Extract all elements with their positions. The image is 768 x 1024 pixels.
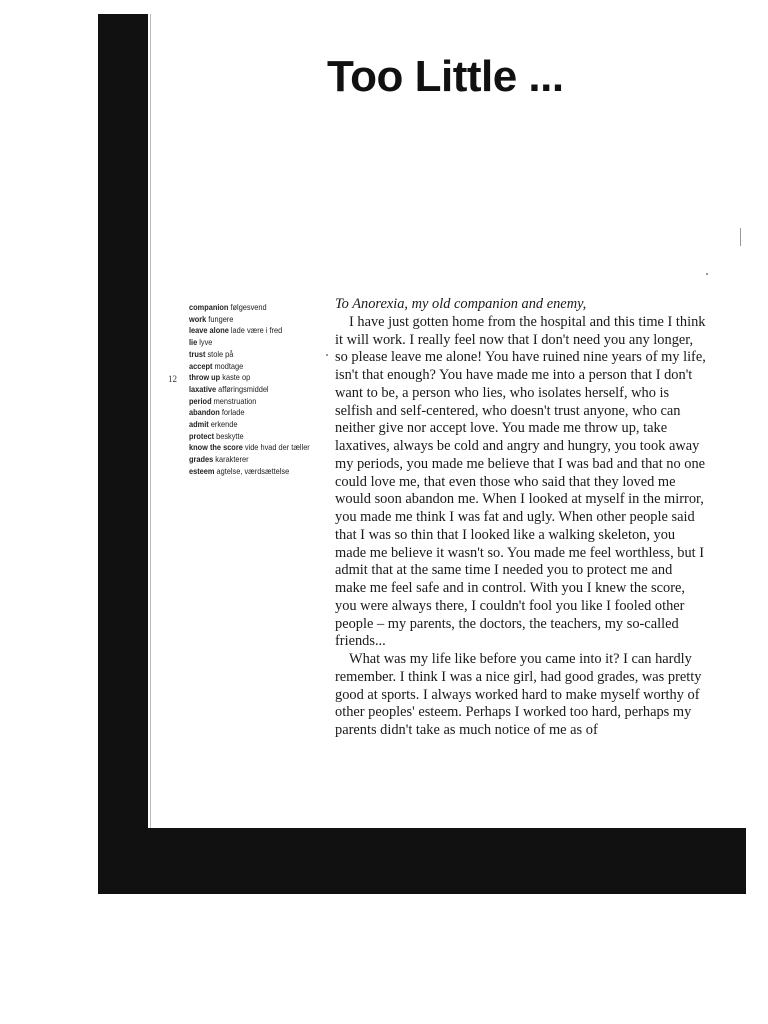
glossary-term: leave alone <box>189 325 229 336</box>
glossary-translation: vide hvad der tæller <box>244 442 310 453</box>
glossary-term: trust <box>189 348 206 359</box>
letter-salutation: To Anorexia, my old companion and enemy, <box>335 296 587 312</box>
glossary-term: accept <box>189 360 213 371</box>
page-number: 12 <box>168 374 177 384</box>
glossary-translation: agtelse, værdsættelse <box>216 465 290 476</box>
glossary-translation: følgesvend <box>230 302 267 312</box>
glossary-term: companion <box>189 302 229 312</box>
letter-paragraph-1: I have just gotten home from the hospital and this time I think it will work. I really feel now that I don't need you any longer, so please leave me alone! You have ruined nine years of my life, isn't that enough? You have made me into a person that I don't want to be, a person who lies, who isolates herself, who is selfish and self-centered, who doesn't trust anyone, who can neither give nor accept love. You made me throw up, take laxatives, always be cold and angry and hungry, you took away my periods, you made me believe that I was bad and that no one could love me, that even those who said that they loved me would soon abandon me. When I looked at myself in the mirror, you made me think I was fat and ugly. When other people said that I was so thin that I looked like a walking skeleton, you made me believe it wasn't so. You made me feel worthless, but I admit that at the same time I needed you to protect me and make me feel safe and in control. With you I knew the score, you were always there, I couldn't fool you like I fooled other people – my parents, the doctors, the teachers, my so-called friends... <box>335 313 706 650</box>
glossary-translation: stole på <box>207 348 234 359</box>
glossary-entry <box>189 431 309 443</box>
glossary-entry <box>189 419 309 431</box>
glossary-translation: forlade <box>221 407 245 418</box>
letter-paragraph-2: What was my life like before you came into it? I can hardly remember. I think I was a nice girl, had good grades, was pretty good at sports. I always worked hard to make myself worthy of other peoples' esteem. Perhaps I worked too hard, perhaps my parents didn't take as much notice of me as of <box>335 651 702 738</box>
glossary-translation: karakterer <box>215 454 249 465</box>
glossary-translation: modtage <box>214 360 244 371</box>
glossary-translation: lade være i fred <box>230 325 283 336</box>
glossary-translation: lyve <box>199 337 213 348</box>
glossary-entry <box>189 442 309 454</box>
glossary-entry <box>189 302 309 314</box>
glossary-entry <box>189 372 309 384</box>
glossary-entry <box>189 349 309 361</box>
glossary-term: grades <box>189 454 214 465</box>
letter-body <box>335 296 707 740</box>
glossary-term: admit <box>189 419 209 430</box>
chapter-title: Too Little ... <box>327 52 564 101</box>
glossary-entry <box>189 337 309 349</box>
glossary-term: lie <box>189 337 198 348</box>
glossary-translation: beskytte <box>216 430 244 441</box>
glossary-entry <box>189 314 309 326</box>
glossary-translation: menstruation <box>213 395 257 406</box>
glossary-entry <box>189 361 309 373</box>
glossary-term: know the score <box>189 442 243 453</box>
scan-border-left <box>98 14 148 894</box>
scan-border-bottom <box>98 828 746 894</box>
scan-speck <box>706 273 708 275</box>
glossary-translation: erkende <box>210 419 238 430</box>
glossary-entry <box>189 407 309 419</box>
page-edge-line <box>150 14 151 828</box>
glossary-term: work <box>189 313 207 324</box>
glossary-term: laxative <box>189 383 217 394</box>
vocabulary-glossary <box>189 302 329 478</box>
glossary-translation: kaste op <box>222 372 251 383</box>
glossary-translation: afføringsmiddel <box>218 383 269 394</box>
glossary-entry <box>189 454 309 466</box>
glossary-entry <box>189 466 309 478</box>
glossary-term: esteem <box>189 465 215 476</box>
glossary-entry <box>189 325 309 337</box>
glossary-entry <box>189 396 309 408</box>
glossary-translation: fungere <box>208 313 234 324</box>
glossary-term: protect <box>189 430 215 441</box>
glossary-entry <box>189 384 309 396</box>
glossary-term: abandon <box>189 407 220 418</box>
scan-speck <box>740 228 741 246</box>
glossary-term: period <box>189 395 212 406</box>
glossary-term: throw up <box>189 372 221 383</box>
